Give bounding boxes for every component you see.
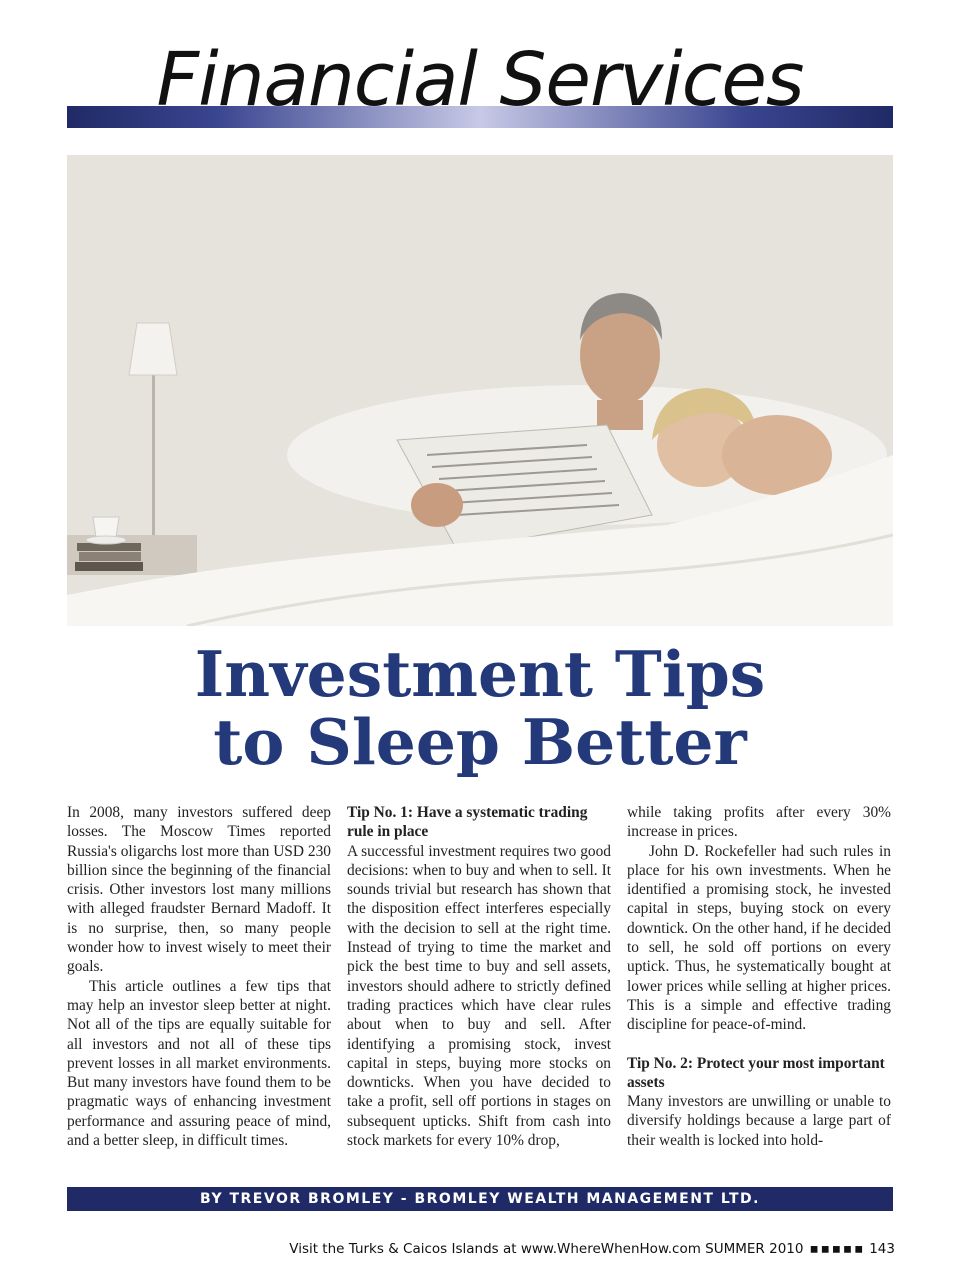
article-headline bbox=[0, 637, 960, 779]
paragraph: A successful investment requires two good decisions: when to buy and when to sell. It sounds trivial but research has shown that the disposition effect interferes especially with the decision to sell at the right time. Instead of trying to time the market and pick the best time to buy and sell assets, investors should adhere to strictly defined trading practices which have clear rules about when to buy and sell. After identifying a promising stock, invest capital in steps, buying more stocks on downticks. When you have decided to take a profit, sell off portions in stages on subsequent upticks. Shift from cash into stock markets for every 10% drop, bbox=[347, 842, 611, 1150]
footer-text: Visit the Turks & Caicos Islands at www.WhereWhenHow.com SUMMER 2010 bbox=[289, 1241, 804, 1257]
paragraph: This article outlines a few tips that may help an investor sleep better at night. Not all of the tips are equally suitable for all investors and not all of these tips prevent losses in all market environments. But many investors have found them to be pragmatic ways of enhancing investment performance and assuring peace of mind, and a better sleep, in difficult times. bbox=[67, 977, 331, 1150]
tip-2-heading: Tip No. 2: Protect your most important assets bbox=[627, 1054, 885, 1091]
paragraph: In 2008, many investors suffered deep losses. The Moscow Times reported Russia's oligarchs lost more than USD 230 billion since the beginning of the financial crisis. Other investors lost many millions with alleged fraudster Bernard Madoff. It is no surprise, then, so many people wonder how to invest wisely to meet their goals. bbox=[67, 804, 331, 976]
tip-1-heading: Tip No. 1: Have a systematic trading rule in place bbox=[347, 804, 588, 841]
column-1 bbox=[67, 803, 331, 1178]
feature-photo bbox=[67, 155, 893, 626]
couple-in-bed-illustration bbox=[67, 155, 893, 626]
page-footer bbox=[289, 1241, 895, 1257]
paragraph: Many investors are unwilling or unable to diversify holdings because a large part of their wealth is locked into hold- bbox=[627, 1093, 891, 1149]
section-title: Financial Services bbox=[156, 37, 804, 123]
article-body bbox=[67, 803, 893, 1178]
paragraph: while taking profits after every 30% increase in prices. bbox=[627, 804, 891, 841]
paragraph: John D. Rockefeller had such rules in place for his own investments. When he identified a promising stock, he invested capital in steps, buying stock on every downtick. On the other hand, if he decided to sell, he sold off portions on every uptick. Thus, he systematically bought at lower prices while selling at higher prices. This is a simple and effective trading discipline for peace-of-mind. bbox=[627, 842, 891, 1034]
footer-dots: ▪▪▪▪▪ bbox=[809, 1241, 866, 1257]
page-number: 143 bbox=[869, 1241, 895, 1257]
author-byline: BY TREVOR BROMLEY - BROMLEY WEALTH MANAGEMENT LTD. bbox=[67, 1187, 893, 1211]
headline-line-1: Investment Tips bbox=[194, 637, 766, 711]
headline-line-2: to Sleep Better bbox=[213, 705, 747, 779]
column-3 bbox=[627, 803, 891, 1178]
column-2 bbox=[347, 803, 611, 1178]
